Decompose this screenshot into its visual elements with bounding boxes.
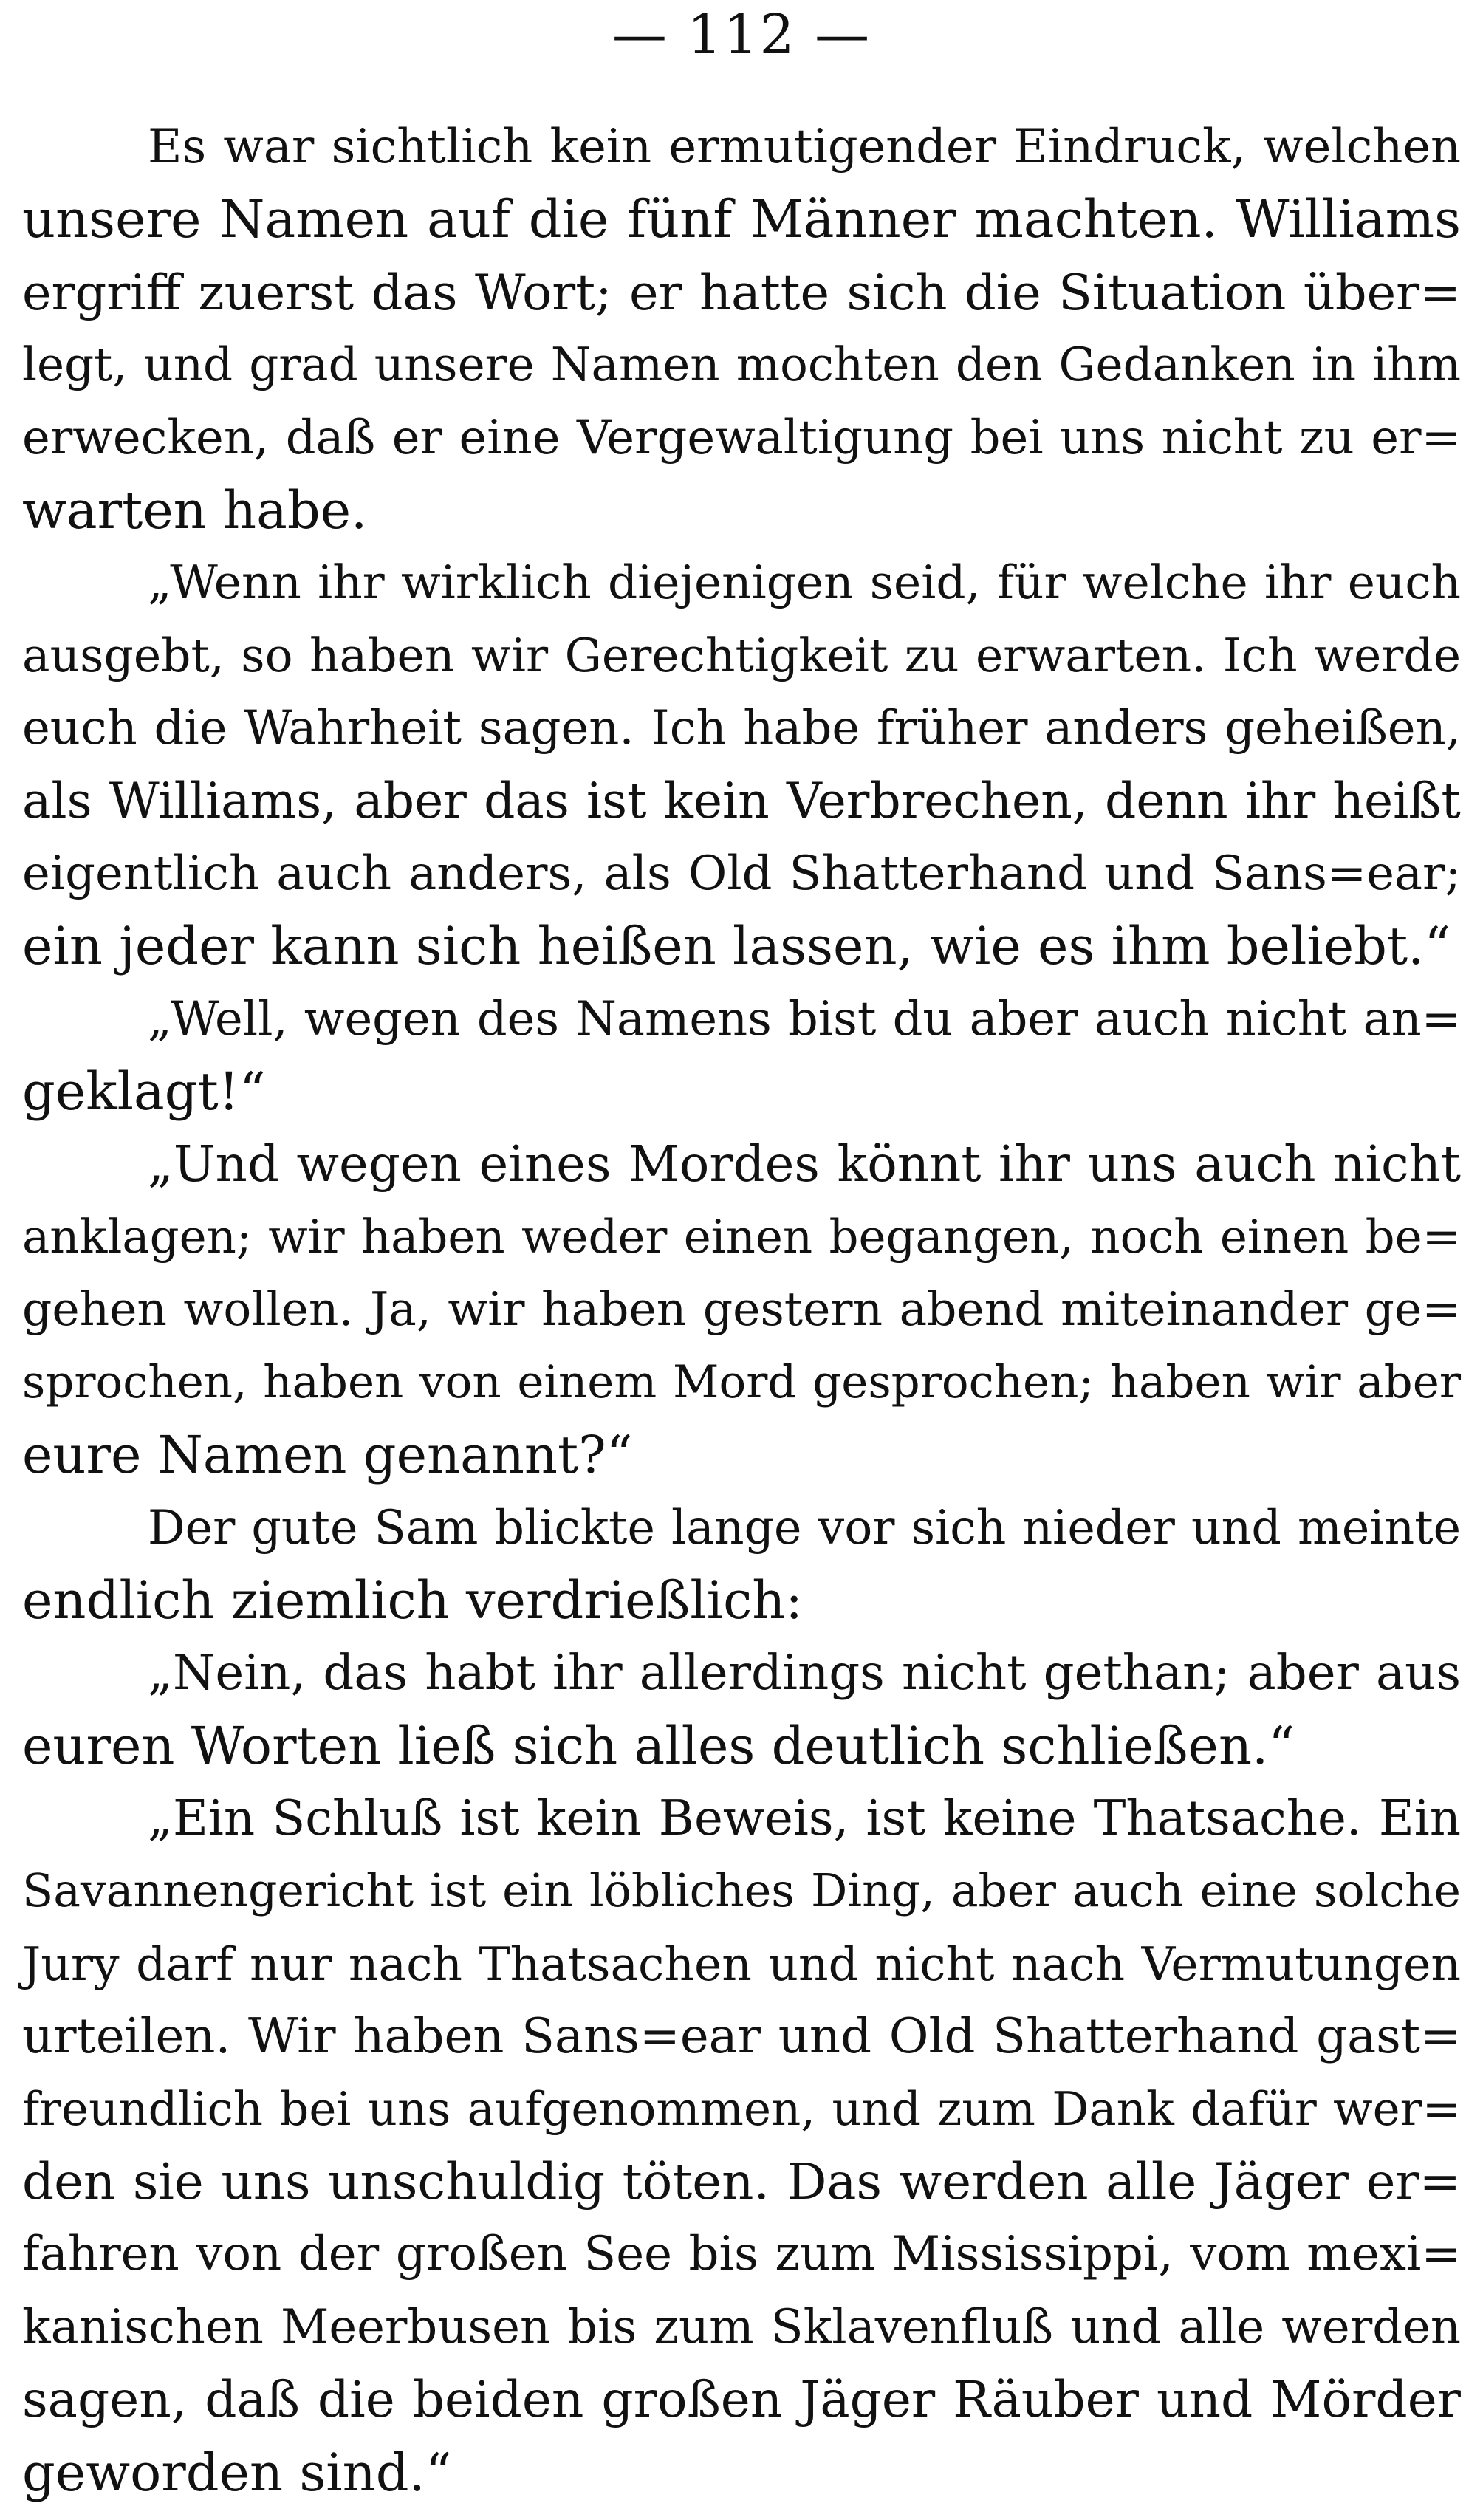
text-line: euren Worten ließ sich alles deutlich schließen.“ (22, 1715, 1295, 1776)
text-line: geklagt!“ (22, 1061, 266, 1123)
text-line: „Wenn ihr wirklich diejenigen seid, für welche ihr euch (148, 555, 1461, 610)
text-line: unsere Namen auf die fünf Männer machten. Williams (22, 189, 1461, 250)
text-line: ergriff zuerst das Wort; er hatte sich die Situation über= (22, 263, 1461, 321)
text-line: als Williams, aber das ist kein Verbrechen, denn ihr heißt (22, 772, 1461, 829)
text-line: ein jeder kann sich heißen lassen, wie es ihm beliebt.“ (22, 916, 1451, 977)
text-line: eure Namen genannt?“ (22, 1425, 633, 1486)
text-line: geworden sind.“ (22, 2442, 452, 2503)
text-line: gehen wollen. Ja, wir haben gestern abend miteinander ge= (22, 1282, 1461, 1337)
text-line: sagen, daß die beiden großen Jäger Räuber und Mörder (22, 2370, 1461, 2429)
text-line: erwecken, daß er eine Vergewaltigung bei uns nicht zu er= (22, 410, 1461, 465)
text-line: kanischen Meerbusen bis zum Sklavenfluß und alle werden (22, 2299, 1461, 2355)
text-line: Jury darf nur nach Thatsachen und nicht nach Vermutungen (22, 1936, 1461, 1991)
text-line: „Ein Schluß ist kein Beweis, ist keine Thatsache. Ein (148, 1790, 1461, 1846)
text-line: euch die Wahrheit sagen. Ich habe früher anders geheißen, (22, 701, 1461, 756)
text-line: Der gute Sam blickte lange vor sich nieder und meinte (148, 1500, 1461, 1555)
text-line: fahren von der großen See bis zum Mississippi, vom mexi= (22, 2227, 1461, 2282)
text-line: „Und wegen eines Mordes könnt ihr uns auch nicht (148, 1135, 1461, 1194)
page-number: — 112 — (612, 3, 871, 66)
text-line: endlich ziemlich verdrießlich: (22, 1569, 803, 1631)
text-line: ausgebt, so haben wir Gerechtigkeit zu erwarten. Ich werde (22, 628, 1461, 682)
text-line: warten habe. (22, 479, 368, 541)
text-line: „Well, wegen des Namens bist du aber auch nicht an= (148, 991, 1461, 1047)
text-line: Savannengericht ist ein löbliches Ding, aber auch eine solche (22, 1864, 1461, 1918)
body-text (22, 111, 1461, 2509)
text-line: eigentlich auch anders, als Old Shatterhand und Sans=ear; (22, 846, 1461, 901)
text-line: sprochen, haben von einem Mord gesprochen; haben wir aber (22, 1355, 1461, 1408)
text-line: freundlich bei uns aufgenommen, und zum Dank dafür wer= (22, 2081, 1461, 2136)
text-line: „Nein, das habt ihr allerdings nicht gethan; aber aus (148, 1645, 1461, 1702)
text-line: urteilen. Wir haben Sans=ear und Old Shatterhand gast= (22, 2008, 1461, 2065)
text-line: den sie uns unschuldig töten. Das werden alle Jäger er= (22, 2152, 1461, 2211)
text-line: anklagen; wir haben weder einen begangen, noch einen be= (22, 1209, 1461, 1264)
text-line: legt, und grad unsere Namen mochten den Gedanken in ihm (22, 338, 1461, 392)
text-line: Es war sichtlich kein ermutigender Eindruck, welchen (148, 120, 1461, 174)
